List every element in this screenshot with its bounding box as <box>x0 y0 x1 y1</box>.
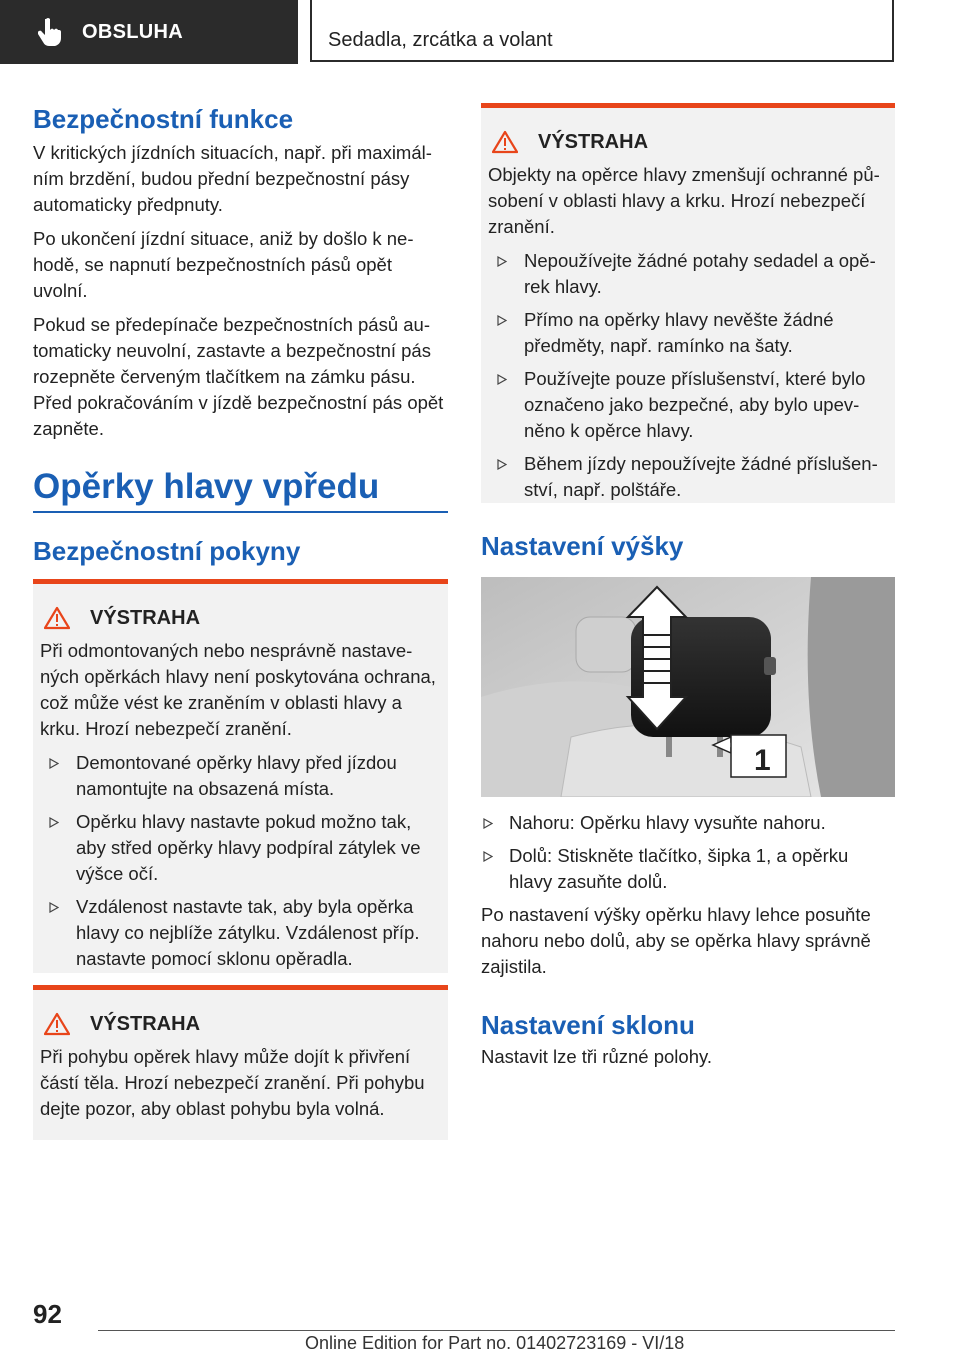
list-item: Během jízdy nepoužívejte žádné příslušen-ství, např. polštáře. <box>488 451 887 503</box>
hand-pointer-icon <box>38 17 64 47</box>
section-tab[interactable] <box>0 0 298 64</box>
bullet-arrow-icon <box>49 758 59 769</box>
safety-features-section <box>33 104 448 135</box>
bullet-arrow-icon <box>49 817 59 828</box>
safety-paragraph-1: V kritických jízdních situacích, např. při maximál-ním brzdění, budou přední bezpečnostní pásy automaticky předpnuty. <box>33 142 432 215</box>
chapter-header <box>310 0 894 62</box>
warning-title <box>40 1012 440 1036</box>
sub-heading-block <box>33 536 448 567</box>
page-number: 92 <box>33 1299 62 1329</box>
bullet-arrow-icon <box>497 256 507 267</box>
height-paragraph: Po nastavení výšky opěrku hlavy lehce posuňte nahoru nebo dolů, aby se opěrka hlavy správně zajistila. <box>481 904 871 977</box>
warning-triangle-icon <box>44 1012 70 1036</box>
footer-rule <box>98 1330 895 1331</box>
warning-box-1 <box>33 579 448 973</box>
warning-box-3 <box>481 103 895 503</box>
bullet-arrow-icon <box>497 315 507 326</box>
photo-callout-number: 1 <box>754 744 771 777</box>
height-bullets <box>481 810 895 980</box>
safety-heading: Bezpečnostní funkce <box>33 104 294 134</box>
height-bullet-list <box>481 810 895 895</box>
warning-bullet-list <box>40 750 440 972</box>
headrest-photo <box>481 577 895 797</box>
warning-bullet-list <box>488 248 887 503</box>
chapter-title: Sedadla, zrcátka a volant <box>328 29 553 51</box>
height-heading: Nastavení výšky <box>481 531 684 561</box>
headrest-illustration <box>481 577 895 797</box>
main-heading: Opěrky hlavy vpředu <box>33 467 380 506</box>
list-item: Demontované opěrky hlavy před jízdou namontujte na obsazená místa. <box>40 750 440 802</box>
bullet-arrow-icon <box>497 459 507 470</box>
bullet-arrow-icon <box>483 851 493 862</box>
warning-title-text: VÝSTRAHA <box>90 1012 201 1035</box>
warning-box-2 <box>33 985 448 1140</box>
list-item: Přímo na opěrky hlavy nevěšte žádné předměty, např. ramínko na šaty. <box>488 307 887 359</box>
bullet-arrow-icon <box>49 902 59 913</box>
edition-footer: Online Edition for Part no. 01402723169 - VI/18 <box>305 1333 685 1353</box>
bullet-arrow-icon <box>483 818 493 829</box>
safety-text <box>33 140 448 442</box>
tilt-paragraph: Nastavit lze tři různé polohy. <box>481 1046 713 1067</box>
warning-text: Při odmontovaných nebo nesprávně nastave-ných opěrkách hlavy není poskytována ochrana, což může vést ke zraněním v oblasti hlavy a krku. Hrozí nebezpečí zranění. <box>40 640 436 739</box>
warning-text: Při pohybu opěrek hlavy může dojít k přivření částí těla. Hrozí nebezpečí zranění. Při pohybu dejte pozor, aby oblast pohybu byla volná. <box>40 1046 425 1119</box>
heading-rule <box>33 511 448 513</box>
tilt-heading: Nastavení sklonu <box>481 1010 695 1040</box>
warning-triangle-icon <box>44 606 70 630</box>
safety-paragraph-2: Po ukončení jízdní situace, aniž by došlo k ne-hodě, se napnutí bezpečnostních pásů opět uvolní. <box>33 228 414 301</box>
main-heading-block <box>33 467 448 507</box>
list-item: Nahoru: Opěrku hlavy vysuňte nahoru. <box>481 810 895 836</box>
section-label: OBSLUHA <box>82 20 183 43</box>
warning-title-text: VÝSTRAHA <box>90 606 201 629</box>
sub-heading: Bezpečnostní pokyny <box>33 536 301 566</box>
height-heading-block <box>481 531 895 562</box>
list-item: Používejte pouze příslušenství, které bylo označeno jako bezpečné, aby bylo upev-něno k opěrce hlavy. <box>488 366 887 444</box>
safety-paragraph-3: Pokud se předepínače bezpečnostních pásů au-tomaticky neuvolní, zastavte a bezpečnostní pás rozepněte červeným tlačítkem na zámku pásu. Před pokračováním v jízdě bezpečnostní pás opět zapněte. <box>33 314 444 439</box>
warning-text: Objekty na opěrce hlavy zmenšují ochranné pů-sobení v oblasti hlavy a krku. Hrozí nebezpečí zranění. <box>488 164 880 237</box>
warning-title <box>488 130 887 154</box>
list-item: Opěrku hlavy nastavte pokud možno tak, aby střed opěrky hlavy podpíral zátylek ve výšce očí. <box>40 809 440 887</box>
list-item: Dolů: Stiskněte tlačítko, šipka 1, a opěrku hlavy zasuňte dolů. <box>481 843 895 895</box>
warning-title-text: VÝSTRAHA <box>538 130 649 153</box>
tilt-section <box>481 1010 895 1070</box>
warning-triangle-icon <box>492 130 518 154</box>
bullet-arrow-icon <box>497 374 507 385</box>
warning-title <box>40 606 440 630</box>
list-item: Vzdálenost nastavte tak, aby byla opěrka hlavy co nejblíže zátylku. Vzdálenost příp. nastavte pomocí sklonu opěradla. <box>40 894 440 972</box>
list-item: Nepoužívejte žádné potahy sedadel a opě-rek hlavy. <box>488 248 887 300</box>
